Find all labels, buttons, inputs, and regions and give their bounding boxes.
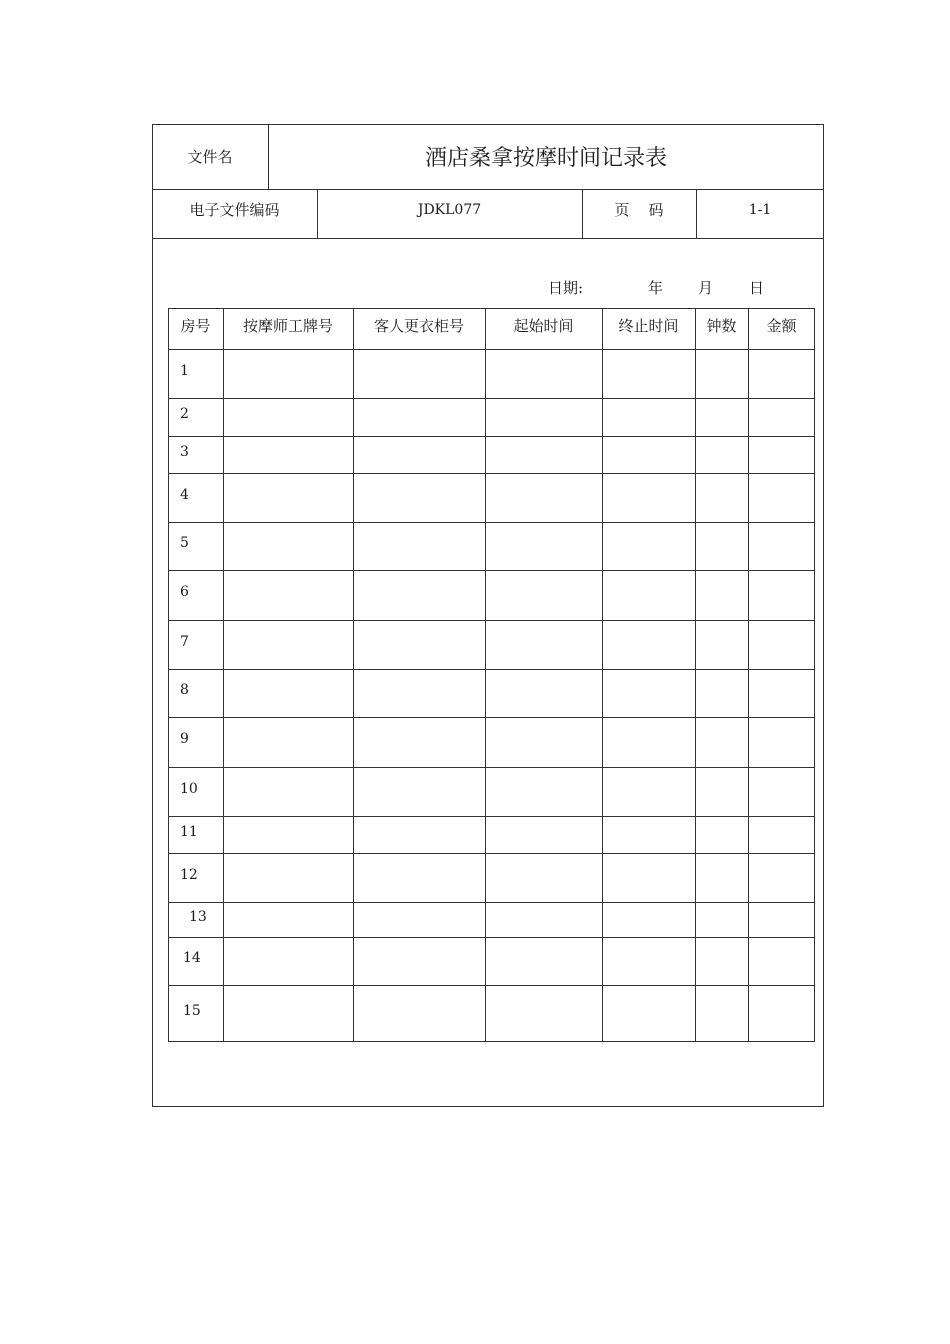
table-row-number: 12 xyxy=(180,866,198,883)
table-column-line xyxy=(602,308,603,1042)
table-column-header: 房号 xyxy=(180,317,211,335)
table-row-line xyxy=(168,349,815,350)
table-row-line xyxy=(168,985,815,986)
date-month: 月 xyxy=(698,279,714,297)
table-row-line xyxy=(168,473,815,474)
table-row-number: 3 xyxy=(180,443,189,460)
table-row-line xyxy=(168,436,815,437)
table-row-line xyxy=(168,853,815,854)
date-year: 年 xyxy=(648,279,664,297)
date-label: 日期: xyxy=(548,279,584,297)
table-row-number: 15 xyxy=(183,1002,201,1019)
table-row-line xyxy=(168,669,815,670)
table-row-number: 11 xyxy=(180,823,198,840)
table-column-line xyxy=(223,308,224,1042)
table-row-line xyxy=(168,620,815,621)
table-column-header: 按摩师工牌号 xyxy=(242,317,333,335)
code-label: 电子文件编码 xyxy=(189,201,280,219)
table-row-number: 2 xyxy=(180,406,189,422)
table-row-line xyxy=(168,717,815,718)
table-row-number: 14 xyxy=(183,950,201,966)
table-row-number: 5 xyxy=(180,535,189,551)
table-row-line xyxy=(168,902,815,903)
date-day: 日 xyxy=(749,279,765,297)
table-column-line xyxy=(748,308,749,1042)
code-value: JDKL077 xyxy=(417,201,482,218)
table-row-number: 9 xyxy=(180,731,189,747)
table-row-line xyxy=(168,937,815,938)
table-row-number: 7 xyxy=(180,633,189,650)
file-name-label: 文件名 xyxy=(187,148,233,166)
page-value: 1-1 xyxy=(748,201,772,218)
table-column-header: 钟数 xyxy=(706,317,737,335)
table-row-line xyxy=(168,522,815,523)
table-row-line xyxy=(168,398,815,399)
table-row-line xyxy=(168,570,815,571)
table-column-header: 终止时间 xyxy=(618,317,679,335)
table-row-number: 10 xyxy=(180,780,198,797)
table-row-line xyxy=(168,767,815,768)
table-row-number: 6 xyxy=(180,584,189,600)
table-column-line xyxy=(695,308,696,1042)
table-row-number: 8 xyxy=(180,682,189,698)
header-divider-2 xyxy=(152,238,824,239)
table-row-line xyxy=(168,816,815,817)
document-title: 酒店桑拿按摩时间记录表 xyxy=(424,146,667,171)
table-column-header: 客人更衣柜号 xyxy=(373,317,464,335)
table-column-header: 起始时间 xyxy=(513,317,574,335)
record-table xyxy=(168,308,815,1042)
table-row-number: 13 xyxy=(189,908,207,925)
table-column-line xyxy=(353,308,354,1042)
table-column-header: 金额 xyxy=(766,317,797,335)
table-column-line xyxy=(485,308,486,1042)
table-row-number: 4 xyxy=(180,486,189,503)
table-row-number: 1 xyxy=(180,362,189,379)
page-label: 页 码 xyxy=(614,201,664,219)
